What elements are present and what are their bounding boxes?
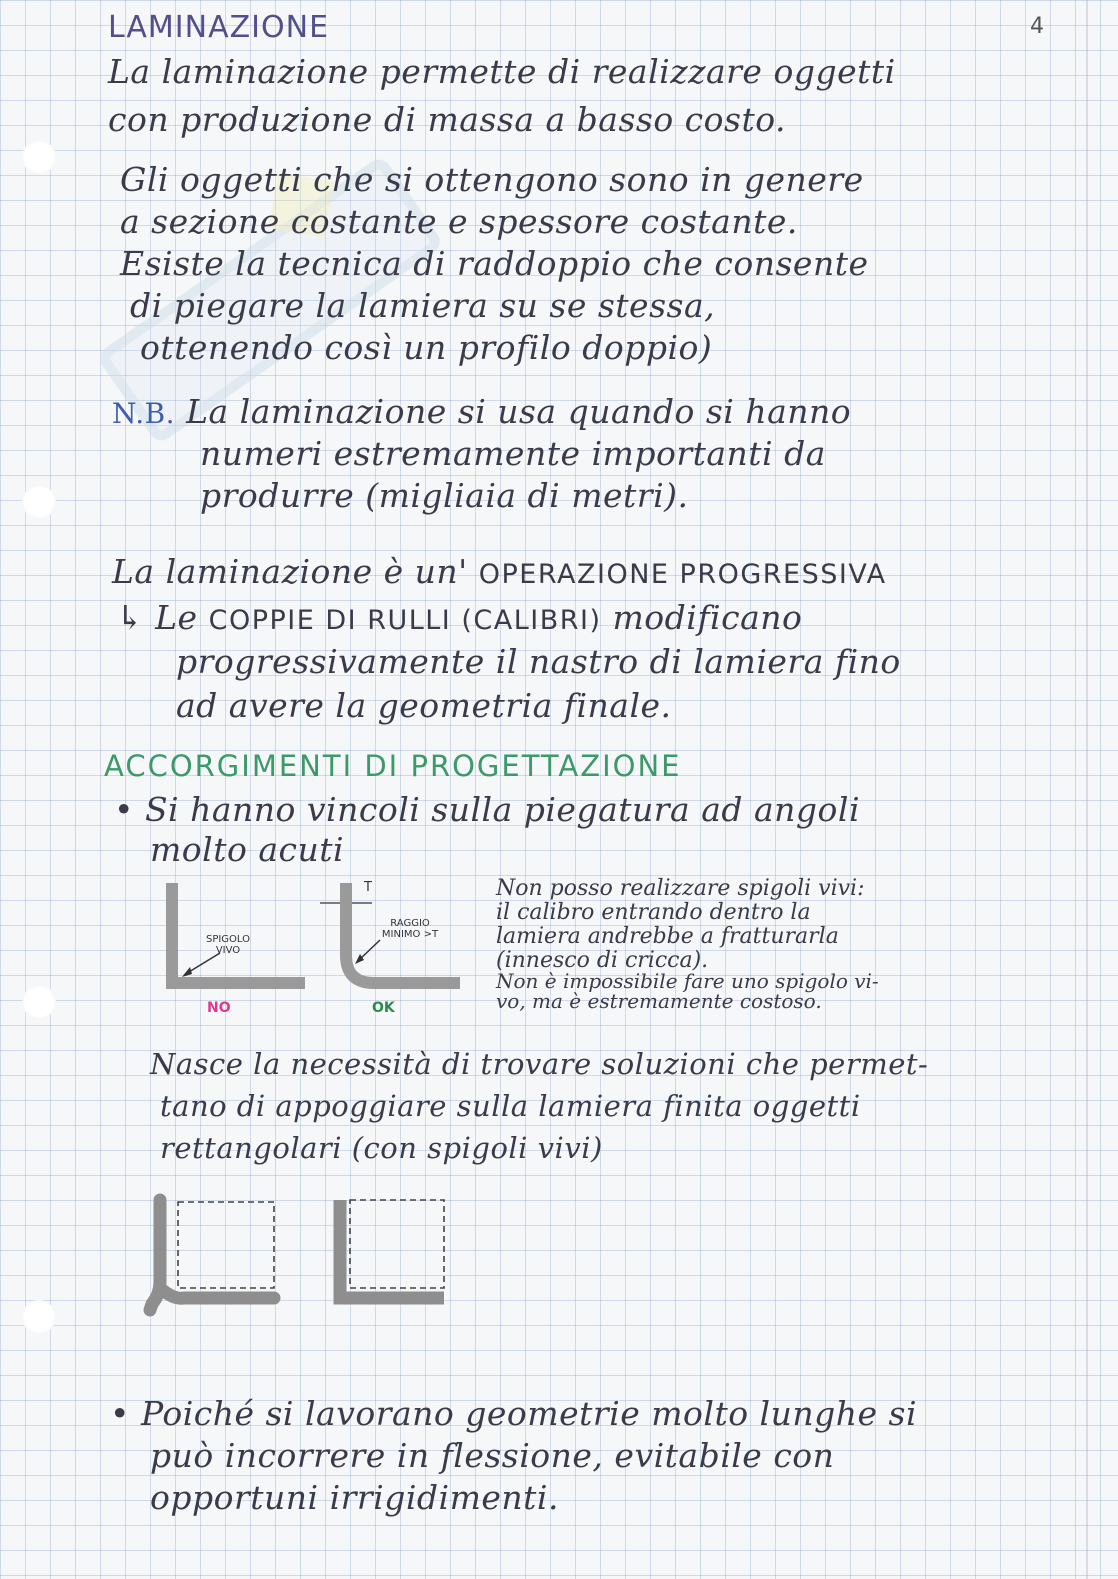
text-line: La laminazione permette di realizzare oggetti — [108, 52, 896, 91]
thickness-label: T — [364, 880, 372, 895]
profile-objects-figure — [140, 1190, 460, 1330]
arrow-head — [355, 954, 364, 964]
text-fragment-caps: OPERAZIONE PROGRESSIVA — [478, 559, 887, 590]
text-line: ottenendo così un profilo doppio) — [140, 328, 713, 367]
text-fragment: modificano — [612, 598, 803, 637]
text-line: a sezione costante e spessore costante. — [120, 202, 798, 241]
text-fragment: La laminazione è un' — [112, 552, 468, 591]
text-line: molto acuti — [150, 830, 345, 869]
text-line: con produzione di massa a basso costo. — [108, 100, 787, 139]
nb-note-line — [112, 392, 851, 434]
text-line: numeri estremamente importanti da — [200, 434, 826, 473]
binder-hole — [22, 140, 56, 174]
bullet-line: • Si hanno vincoli sulla piegatura ad angoli — [114, 790, 861, 829]
text-line: rettangolari (con spigoli vivi) — [160, 1131, 603, 1165]
binder-hole — [22, 1300, 56, 1334]
ok-tag: OK — [372, 1000, 395, 1016]
text-line: tano di appoggiare sulla lamiera finita oggetti — [160, 1089, 861, 1123]
note-line: Non posso realizzare spigoli vivi: — [496, 876, 865, 901]
section-heading: ACCORGIMENTI DI PROGETTAZIONE — [104, 749, 682, 783]
rectangular-object-dashed — [350, 1200, 444, 1288]
note-line: lamiera andrebbe a fratturarla — [496, 924, 839, 949]
text-fragment-caps: COPPIE DI RULLI (CALIBRI) — [208, 605, 602, 636]
no-tag: NO — [207, 1000, 231, 1016]
binder-hole — [22, 485, 56, 519]
text-line: La laminazione si usa quando si hanno — [186, 392, 852, 431]
min-radius-label: RAGGIO MINIMO >T — [381, 918, 439, 940]
page-margin-line — [1086, 0, 1088, 1579]
text-line: ad avere la geometria finale. — [176, 686, 672, 725]
text-line: opportuni irrigidimenti. — [150, 1478, 559, 1517]
sharp-corner-label: SPIGOLO VIVO — [205, 934, 251, 956]
rectangular-object-dashed — [178, 1202, 274, 1288]
text-line: di piegare la lamiera su se stessa, — [130, 286, 716, 325]
text-fragment: ↳ Le — [116, 598, 198, 637]
text-line: Gli oggetti che si ottengono sono in genere — [120, 160, 864, 199]
text-line: può incorrere in flessione, evitabile con — [150, 1436, 835, 1475]
page-number: 4 — [1030, 14, 1044, 39]
bullet-line: • Poiché si lavorano geometrie molto lunghe si — [110, 1394, 918, 1433]
note-line: (innesco di cricca). — [496, 948, 709, 973]
text-line — [116, 598, 802, 641]
page-title: LAMINAZIONE — [108, 10, 330, 45]
nb-label: N.B. — [112, 397, 176, 430]
text-line: Nasce la necessità di trovare soluzioni che permet- — [150, 1047, 929, 1081]
note-line: vo, ma è estremamente costoso. — [496, 989, 822, 1013]
grooved-profile — [150, 1200, 274, 1310]
text-line: Esiste la tecnica di raddoppio che consente — [120, 244, 869, 283]
arrow-head — [182, 967, 192, 977]
binder-hole — [22, 985, 56, 1019]
text-line: produrre (migliaia di metri). — [200, 476, 689, 515]
sharp-profile — [340, 1200, 444, 1298]
note-line: Non è impossibile fare uno spigolo vi- — [496, 969, 879, 993]
note-line: il calibro entrando dentro la — [496, 900, 811, 925]
text-line — [112, 552, 887, 595]
text-line: progressivamente il nastro di lamiera fino — [176, 642, 901, 681]
sharp-bend-profile — [172, 883, 305, 983]
